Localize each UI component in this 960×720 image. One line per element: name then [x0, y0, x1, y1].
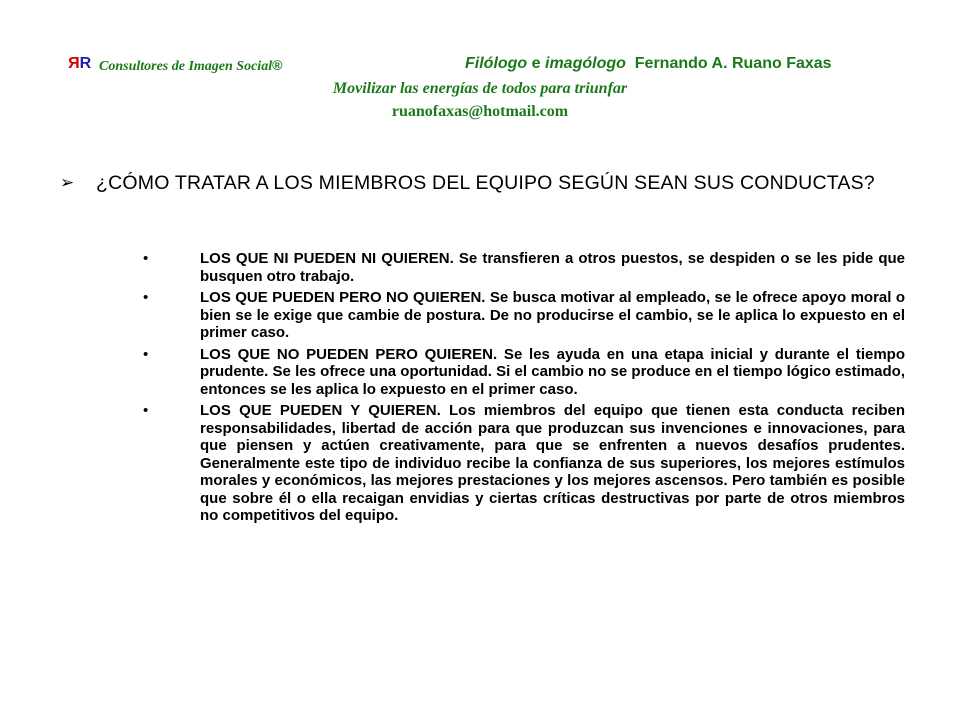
arrow-bullet-icon: ➢ — [60, 173, 75, 192]
author-name: Fernando A. Ruano Faxas — [625, 55, 832, 72]
company-logo — [68, 55, 91, 73]
bullet-icon: • — [143, 289, 149, 306]
company-name — [99, 57, 282, 75]
motto — [0, 80, 960, 98]
bullet-icon: • — [143, 345, 149, 363]
contact-email: ruanofaxas@hotmail.com — [391, 103, 569, 120]
registered-mark: ® — [272, 57, 283, 73]
logo-r: R — [79, 55, 92, 72]
bullet-icon: • — [143, 250, 149, 267]
author-line — [465, 55, 832, 73]
list-item — [140, 289, 905, 342]
list-item-text: LOS QUE NO PUEDEN PERO QUIEREN. Se les ayuda en una etapa inicial y durante el tiempo prudente. Se les ofrece una oportunidad. Si el cambio no se produce en el tiempo lógico estimado, entonces se les aplica lo expuesto en el primer caso. — [200, 345, 905, 398]
author-conjunction: e — [527, 55, 545, 72]
list-item — [140, 402, 905, 525]
list-item-text: LOS QUE NI PUEDEN NI QUIEREN. Se transfieren a otros puestos, se despiden o se les pide que busquen otro trabajo. — [200, 250, 905, 285]
motto-text: Movilizar las energías de todos para triunfar — [332, 80, 628, 97]
author-role-imagologist: imagólogo — [545, 55, 626, 72]
slide-heading — [60, 172, 902, 194]
logo-mirrored-r: R — [68, 55, 80, 72]
company-name-text: Consultores de Imagen Social — [99, 59, 273, 74]
behavior-list — [140, 250, 905, 529]
list-item-text: LOS QUE PUEDEN PERO NO QUIEREN. Se busca motivar al empleado, se le ofrece apoyo moral o bien se le exige que cambie de postura. De no producirse el cambio, se le aplica lo expuesto en el primer caso. — [200, 289, 905, 341]
list-item-text: LOS QUE PUEDEN Y QUIEREN. Los miembros del equipo que tienen esta conducta reciben responsabilidades, libertad de acción para que produzcan sus invenciones e innovaciones, para que piensen y actúen creativamente, para que se enfrenten a nuevos desafíos prudentes. Generalmente este tipo de individuo recibe la confianza de sus superiores, los mejores estímulos morales y económicos, las mejores prestaciones y los mejores ascensos. Pero también es posible que sobre él o ella recaigan envidias y ciertas críticas destructivas por parte de otros miembros no competitivos del equipo. — [200, 402, 905, 524]
slide-header — [0, 0, 960, 130]
heading-text: ¿CÓMO TRATAR A LOS MIEMBROS DEL EQUIPO SEGÚN SEAN SUS CONDUCTAS? — [96, 172, 875, 194]
author-role-philologist: Filólogo — [465, 55, 528, 72]
list-item — [140, 346, 905, 399]
list-item — [140, 250, 905, 285]
bullet-icon: • — [143, 402, 149, 419]
